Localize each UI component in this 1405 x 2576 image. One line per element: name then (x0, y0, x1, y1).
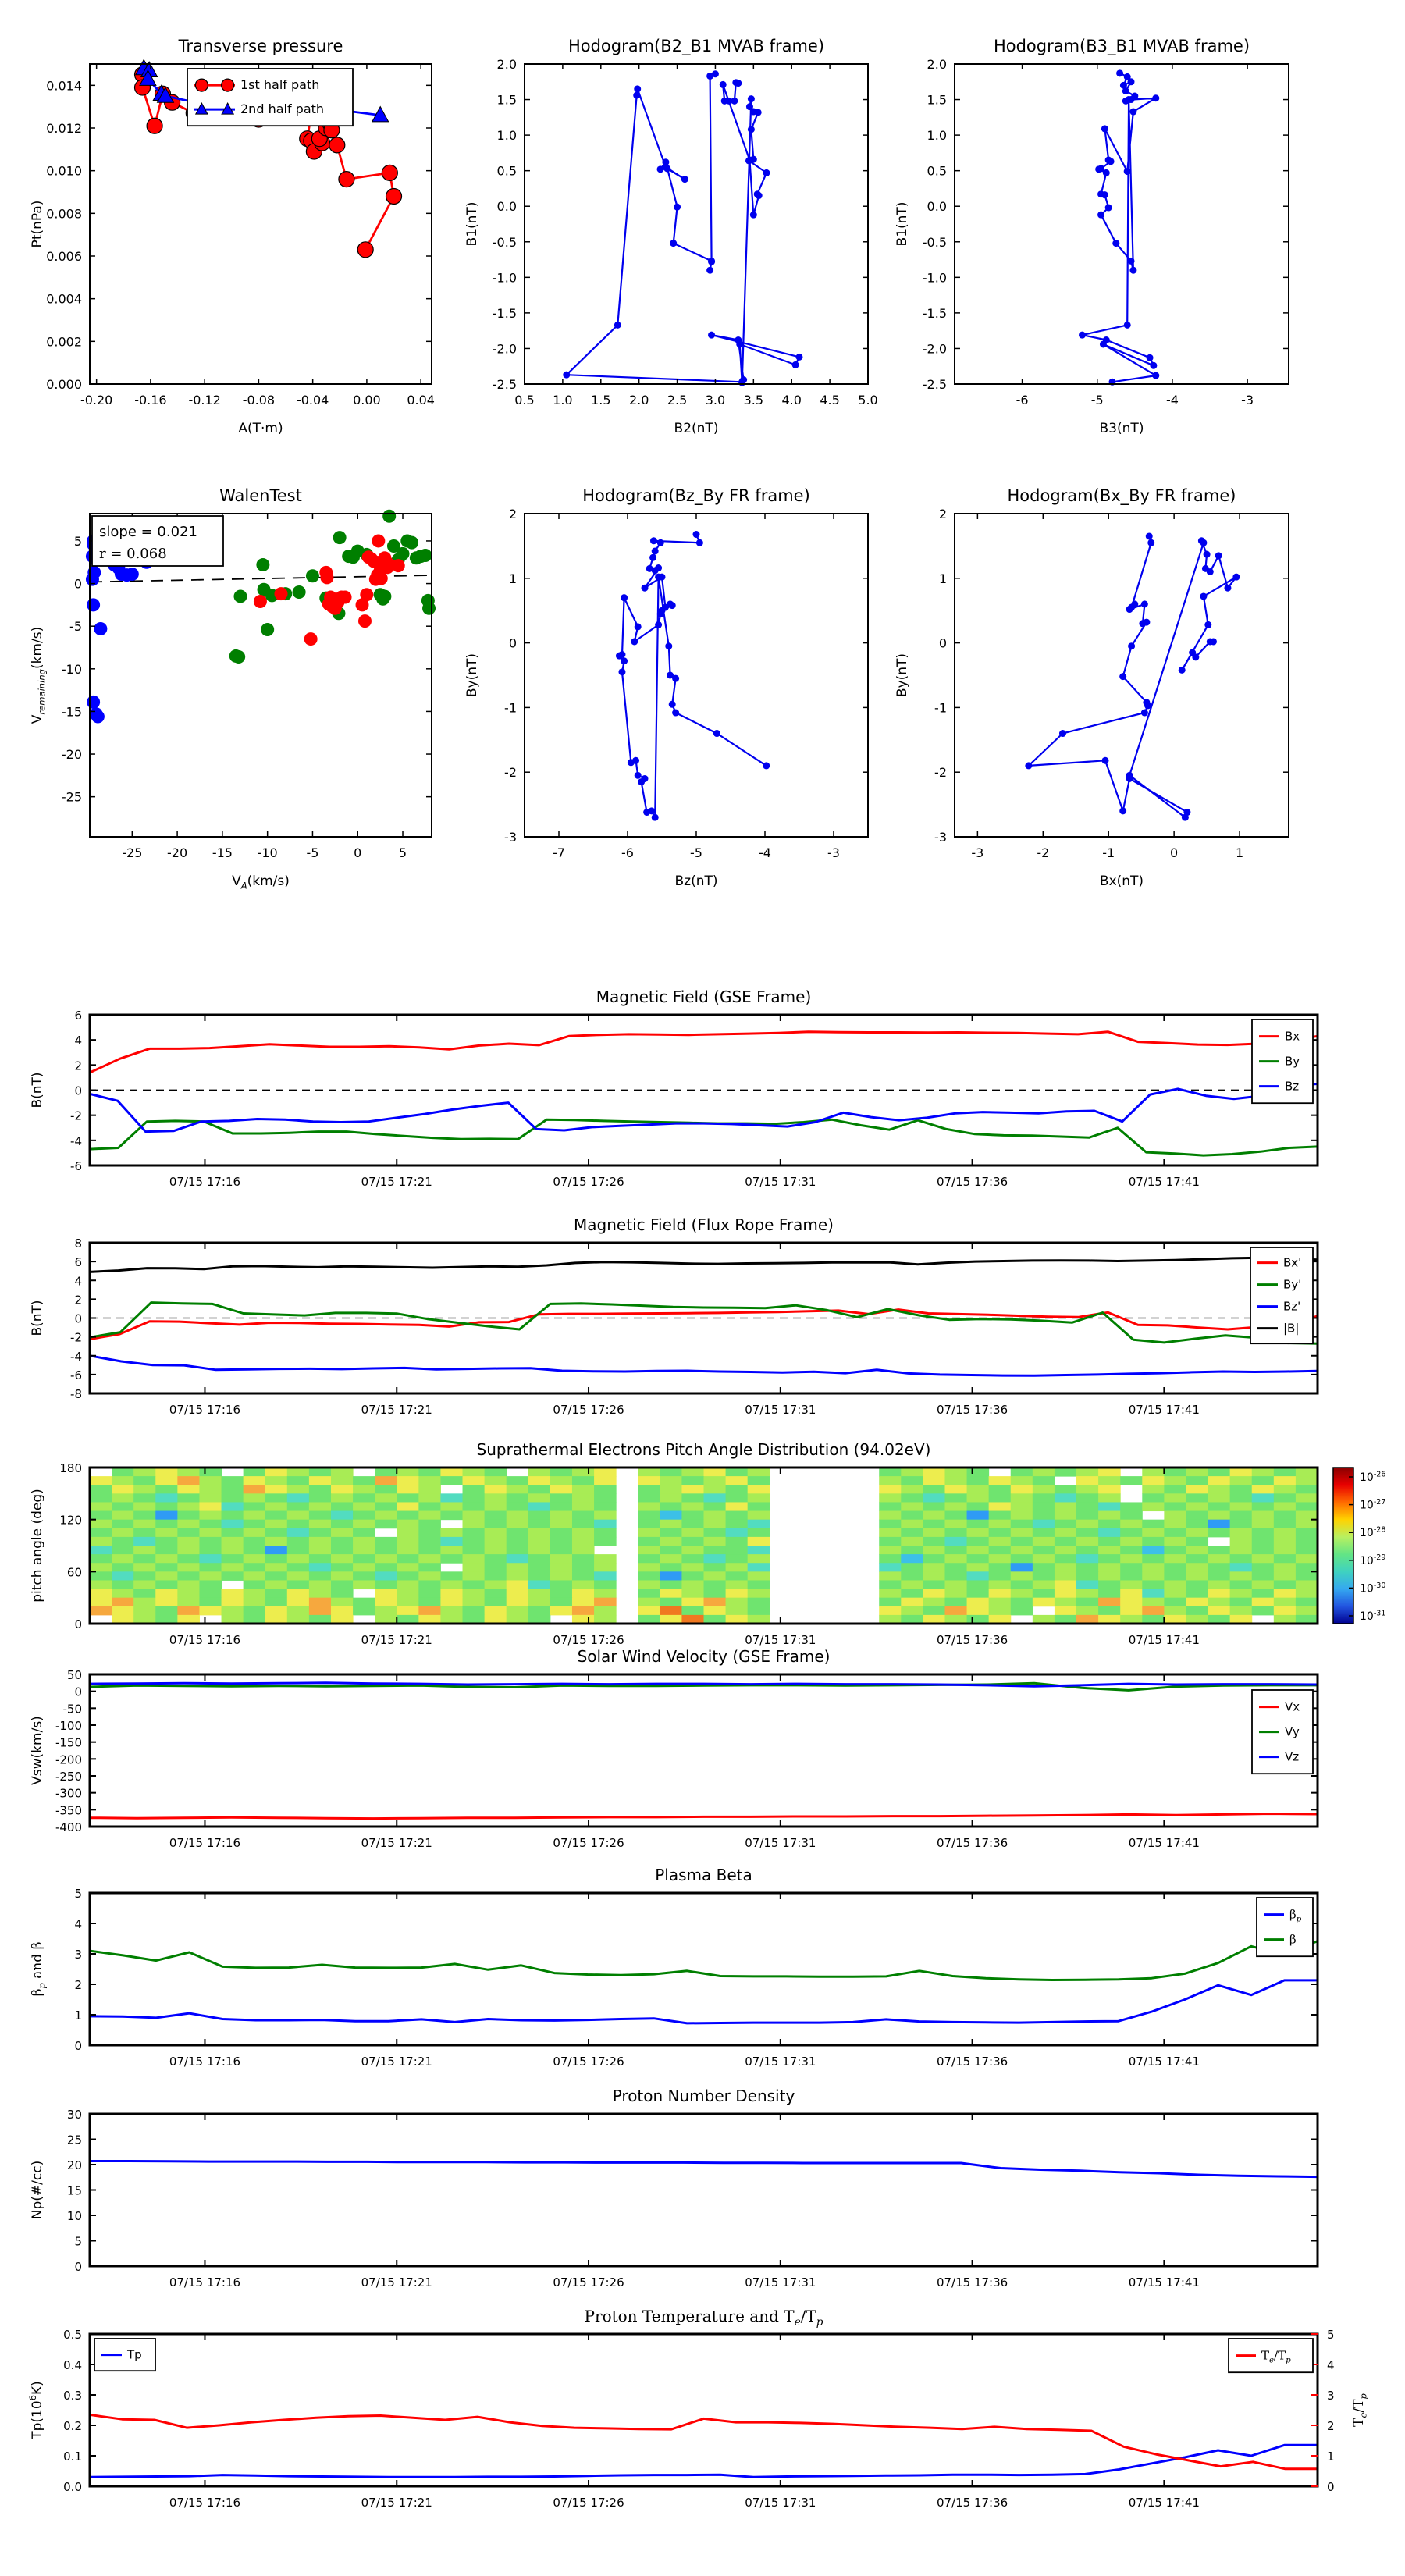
x-tick-label: -6 (621, 845, 634, 860)
y-tick-label: -150 (55, 1735, 82, 1750)
chart-beta (16, 1856, 1405, 2104)
y-tick-label: 0 (74, 1685, 82, 1699)
x-tick-label: 07/15 17:16 (169, 1403, 241, 1417)
legend (1252, 1690, 1313, 1774)
y-tick-label: 6 (74, 1009, 82, 1023)
x-tick-label: 07/15 17:36 (936, 2275, 1008, 2290)
y-axis-label: Np(#/cc) (30, 2160, 45, 2220)
y-tick-label: 0 (74, 2039, 82, 2053)
legend-label: Tp (127, 2347, 142, 2362)
x-axis-label: B2(nT) (674, 421, 719, 436)
y-tick-label: -5 (69, 619, 82, 635)
x-tick-label: -1 (1102, 845, 1115, 860)
y-tick-label: 60 (66, 1565, 82, 1580)
y-tick-label: -0.5 (922, 234, 947, 250)
legend (1229, 2339, 1313, 2372)
y-tick-label: 2.0 (496, 57, 517, 72)
y-tick-label: 1 (938, 571, 947, 586)
y-tick-label: 0 (74, 1083, 82, 1098)
x-tick-label: 1.0 (553, 393, 573, 407)
x-tick-label: -25 (122, 845, 143, 860)
y-tick-label: 15 (66, 2183, 82, 2198)
y-tick-label: -1.0 (492, 270, 517, 286)
x-tick-label: 07/15 17:21 (361, 2055, 432, 2069)
x-tick-label: 07/15 17:31 (745, 2496, 816, 2510)
x-tick-label: 2.5 (667, 393, 688, 407)
colorbar-tick-label: $10^{-28}$ (1360, 1525, 1386, 1540)
x-tick-label: 07/15 17:36 (936, 1633, 1008, 1647)
y-tick-label: -250 (55, 1770, 82, 1784)
y-tick-label: 0 (938, 635, 947, 651)
chart-title: Hodogram(B2_B1 MVAB frame) (567, 37, 825, 55)
plot-frame (90, 1674, 1318, 1827)
x-tick-label: -3 (971, 845, 984, 860)
x-tick-label: -4 (759, 845, 771, 860)
x-tick-label: -3 (827, 845, 840, 860)
x-tick-label: 07/15 17:36 (936, 1403, 1008, 1417)
right-y-tick-label: 4 (1327, 2358, 1335, 2372)
y-tick-label: 1.5 (496, 92, 517, 108)
y-tick-label: 0.000 (46, 377, 82, 392)
y-tick-label: 2 (938, 507, 947, 521)
y-tick-label: 6 (74, 1255, 82, 1270)
x-tick-label: 07/15 17:16 (169, 2055, 241, 2069)
colorbar-tick-label: $10^{-26}$ (1360, 1470, 1386, 1484)
y-tick-label: 2 (508, 507, 517, 521)
x-tick-label: -10 (257, 845, 278, 860)
y-tick-label: 2 (74, 1978, 82, 1992)
y-tick-label: 0 (74, 2260, 82, 2274)
chart-title: Hodogram(Bz_By FR frame) (582, 486, 810, 505)
y-tick-label: -15 (61, 704, 82, 720)
y-tick-label: 5 (73, 533, 82, 549)
y-tick-label: 0 (73, 576, 82, 592)
y-tick-label: 0.3 (63, 2389, 82, 2403)
chart-title: Hodogram(Bx_By FR frame) (1007, 486, 1236, 505)
legend-label: By (1285, 1054, 1300, 1069)
legend-label: By' (1283, 1277, 1302, 1292)
y-tick-label: 0.2 (63, 2419, 82, 2433)
y-tick-label: 120 (59, 1513, 82, 1528)
colorbar-tick-label: $10^{-27}$ (1360, 1498, 1386, 1512)
x-tick-label: -5 (306, 845, 319, 860)
colorbar-tick-label: $10^{-30}$ (1360, 1581, 1386, 1596)
series-Te/Tp (90, 2414, 1318, 2468)
series-Bz' (90, 1356, 1318, 1376)
heatmap-cells (90, 1468, 1318, 1624)
series-B3_B1 (1079, 69, 1159, 385)
x-tick-label: 07/15 17:26 (553, 1633, 624, 1647)
y-tick-label: 5 (74, 1887, 82, 1901)
x-tick-label: 07/15 17:41 (1128, 1175, 1200, 1189)
y-tick-label: 10 (66, 2209, 82, 2223)
plot-frame (90, 2114, 1318, 2266)
y-tick-label: -1 (934, 700, 947, 716)
x-tick-label: -5 (1090, 393, 1104, 407)
y-tick-label: 0.4 (63, 2358, 82, 2372)
y-tick-label: 4 (74, 1917, 82, 1931)
panel-solar-wind-velocity (16, 1637, 1405, 1888)
annotation-box (92, 516, 223, 566)
x-axis-label: Bz(nT) (674, 873, 718, 889)
x-tick-label: 07/15 17:36 (936, 2055, 1008, 2069)
y-tick-label: 4 (74, 1274, 82, 1289)
y-axis-label: $\beta_p$ and β (30, 1941, 48, 1997)
series-Bz_By (616, 531, 770, 821)
right-y-tick-label: 1 (1327, 2450, 1335, 2464)
y-tick-label: 2.0 (927, 57, 947, 72)
y-tick-label: 1.0 (496, 128, 517, 144)
y-tick-label: -6 (70, 1368, 82, 1382)
x-tick-label: 07/15 17:31 (745, 2275, 816, 2290)
x-tick-label: 07/15 17:26 (553, 1175, 624, 1189)
y-axis-label: B(nT) (30, 1300, 45, 1336)
series-walen-green (229, 510, 436, 664)
x-tick-label: -0.08 (242, 393, 276, 407)
x-tick-label: 07/15 17:41 (1128, 1633, 1200, 1647)
x-tick-label: 07/15 17:26 (553, 2496, 624, 2510)
x-tick-label: 07/15 17:16 (169, 1633, 241, 1647)
x-tick-label: 0.5 (514, 393, 535, 407)
y-tick-label: 0.0 (496, 199, 517, 215)
x-tick-label: 07/15 17:26 (553, 1836, 624, 1850)
y-tick-label: -6 (70, 1159, 82, 1173)
x-tick-label: 2.0 (628, 393, 649, 407)
y-axis-label: By(nT) (464, 653, 480, 698)
right-y-tick-label: 3 (1327, 2389, 1335, 2403)
x-tick-label: 07/15 17:41 (1128, 1403, 1200, 1417)
y-tick-label: -2 (504, 765, 517, 781)
legend (1252, 1019, 1313, 1103)
y-tick-label: 1 (74, 2008, 82, 2023)
y-axis-label: B(nT) (30, 1072, 45, 1108)
y-tick-label: -1 (504, 700, 517, 716)
y-tick-label: 0.5 (927, 163, 947, 179)
x-tick-label: 07/15 17:26 (553, 2275, 624, 2290)
y-tick-label: -1.5 (492, 305, 517, 321)
series-beta_p (90, 1980, 1318, 2023)
x-tick-label: -0.16 (134, 393, 167, 407)
legend (94, 2339, 155, 2371)
y-tick-label: 0.014 (46, 78, 82, 94)
y-tick-label: -400 (55, 1820, 82, 1834)
x-tick-label: -0.12 (188, 393, 221, 407)
x-tick-label: 07/15 17:16 (169, 1175, 241, 1189)
panel-hodogram-b3-b1 (880, 27, 1394, 446)
x-tick-label: 07/15 17:41 (1128, 2496, 1200, 2510)
x-tick-label: 0.04 (407, 393, 435, 407)
chart-vel (16, 1637, 1405, 1885)
chart-title: WalenTest (219, 486, 302, 505)
chart-title: Transverse pressure (178, 37, 343, 55)
y-tick-label: -0.5 (492, 234, 517, 250)
chart-title: Proton Number Density (612, 2087, 795, 2105)
plot-frame (955, 64, 1289, 384)
x-tick-label: -5 (690, 845, 702, 860)
y-axis-label: Vsw(km/s) (30, 1716, 45, 1785)
x-tick-label: 0 (354, 845, 362, 860)
x-tick-label: 07/15 17:31 (745, 2055, 816, 2069)
y-tick-label: -100 (55, 1719, 82, 1733)
colorbar (1333, 1468, 1353, 1624)
chart-b3 (880, 27, 1394, 443)
x-axis-label: A(T·m) (238, 421, 283, 436)
y-tick-label: -2.0 (492, 341, 517, 357)
x-tick-label: 07/15 17:41 (1128, 2275, 1200, 2290)
x-tick-label: -0.20 (80, 393, 113, 407)
legend-label: |B| (1283, 1321, 1300, 1336)
x-tick-label: 07/15 17:26 (553, 2055, 624, 2069)
y-tick-label: -4 (70, 1133, 82, 1148)
y-tick-label: -3 (934, 830, 947, 845)
x-tick-label: -20 (167, 845, 188, 860)
y-tick-label: 50 (66, 1668, 82, 1682)
x-tick-label: -6 (1016, 393, 1029, 407)
y-axis-label: B1(nT) (464, 201, 480, 247)
x-tick-label: -2 (1037, 845, 1050, 860)
chart-title: Proton Temperature and $T_e/T_p$ (584, 2307, 823, 2329)
x-tick-label: 07/15 17:41 (1128, 2055, 1200, 2069)
x-tick-label: 07/15 17:21 (361, 1175, 432, 1189)
y-tick-label: 0.5 (496, 163, 517, 179)
x-axis-label: Bx(nT) (1099, 873, 1144, 889)
series-Bx (90, 1029, 1318, 1073)
legend-label: Bz' (1283, 1299, 1301, 1314)
x-tick-label: -0.04 (296, 393, 329, 407)
panel-plasma-beta (16, 1856, 1405, 2107)
x-tick-label: 07/15 17:21 (361, 1633, 432, 1647)
plot-frame (90, 2334, 1318, 2486)
legend-label: Bz (1285, 1079, 1300, 1094)
x-tick-label: 07/15 17:21 (361, 2275, 432, 2290)
legend-label: β (1289, 1932, 1297, 1947)
panel-hodogram-bx-by (880, 476, 1394, 898)
y-tick-label: 0.1 (63, 2450, 82, 2464)
legend-label: Vz (1285, 1749, 1300, 1764)
legend-label: $T_e/T_p$ (1261, 2348, 1291, 2365)
y-tick-label: -1.0 (922, 270, 947, 286)
x-tick-label: 0 (1170, 845, 1179, 860)
y-tick-label: -10 (61, 661, 82, 677)
legend-label: 1st half path (240, 77, 320, 93)
y-tick-label: 0.006 (46, 249, 82, 264)
x-axis-label: $V_A(km/s)$ (232, 873, 290, 891)
y-tick-label: 3 (74, 1948, 82, 1962)
y-tick-label: -350 (55, 1803, 82, 1818)
y-tick-label: 0.004 (46, 291, 82, 307)
y-tick-label: -200 (55, 1752, 82, 1767)
y-tick-label: -2 (70, 1330, 82, 1345)
y-tick-label: 0.008 (46, 206, 82, 222)
series-Bx_By (1025, 532, 1240, 820)
legend-label: Bx' (1283, 1255, 1302, 1270)
annotation-line: r = 0.068 (99, 546, 167, 562)
y-tick-label: 1.0 (927, 128, 947, 144)
plot-frame (525, 514, 868, 837)
y-tick-label: -1.5 (922, 305, 947, 321)
legend-label: $\beta_p$ (1289, 1907, 1302, 1924)
x-tick-label: 07/15 17:36 (936, 1836, 1008, 1850)
y-tick-label: -2.0 (922, 341, 947, 357)
y-tick-label: -2.5 (492, 377, 517, 392)
x-tick-label: 07/15 17:36 (936, 2496, 1008, 2510)
x-tick-label: 07/15 17:26 (553, 1403, 624, 1417)
x-tick-label: 07/15 17:16 (169, 2275, 241, 2290)
y-tick-label: 0.5 (63, 2328, 82, 2342)
y-axis-label: B1(nT) (895, 201, 910, 247)
x-tick-label: 07/15 17:31 (745, 1836, 816, 1850)
y-tick-label: -2 (934, 765, 947, 781)
y-tick-label: 4 (74, 1034, 82, 1048)
legend (187, 69, 353, 126)
y-tick-label: 30 (66, 2108, 82, 2122)
y-tick-label: 0 (508, 635, 517, 651)
y-tick-label: -8 (70, 1387, 82, 1401)
y-tick-label: -3 (504, 830, 517, 845)
x-tick-label: 07/15 17:21 (361, 1403, 432, 1417)
y-axis-label: Pt(nPa) (30, 200, 45, 248)
x-tick-label: 07/15 17:21 (361, 2496, 432, 2510)
y-tick-label: 0.0 (927, 199, 947, 215)
series-By (90, 1119, 1318, 1155)
colorbar-tick-label: $10^{-29}$ (1360, 1553, 1386, 1567)
x-tick-label: 5 (398, 845, 407, 860)
chart-title: Hodogram(B3_B1 MVAB frame) (993, 37, 1250, 55)
legend-label: Vy (1285, 1724, 1300, 1739)
x-tick-label: 07/15 17:16 (169, 2496, 241, 2510)
legend (1257, 1898, 1313, 1956)
x-tick-label: -7 (553, 845, 565, 860)
x-tick-label: 07/15 17:41 (1128, 1836, 1200, 1850)
x-tick-label: 3.5 (743, 393, 764, 407)
right-y-tick-label: 5 (1327, 2328, 1335, 2342)
right-y-axis-label: $T_e/T_p$ (1351, 2393, 1369, 2427)
y-tick-label: -300 (55, 1786, 82, 1801)
y-axis-label: pitch angle (deg) (30, 1489, 45, 1603)
chart-title: Suprathermal Electrons Pitch Angle Distribution (94.02eV) (476, 1440, 931, 1459)
series-beta (90, 1941, 1318, 1980)
y-tick-label: 0.0 (63, 2480, 82, 2494)
x-tick-label: 1.5 (591, 393, 611, 407)
legend-label: Bx (1285, 1029, 1300, 1044)
x-tick-label: 5.0 (858, 393, 878, 407)
y-tick-label: -2 (70, 1108, 82, 1123)
y-tick-label: -4 (70, 1349, 82, 1364)
chart-title: Plasma Beta (655, 1866, 752, 1884)
y-tick-label: 25 (66, 2133, 82, 2147)
y-tick-label: 5 (74, 2234, 82, 2249)
y-tick-label: 0.012 (46, 121, 82, 136)
y-tick-label: 2 (74, 1293, 82, 1308)
chart-title: Magnetic Field (GSE Frame) (596, 987, 812, 1006)
y-tick-label: 8 (74, 1236, 82, 1251)
x-tick-label: 07/15 17:31 (745, 1633, 816, 1647)
plot-frame (525, 64, 868, 384)
series-B2_B1 (563, 70, 802, 386)
chart-np (16, 2076, 1405, 2325)
x-tick-label: 07/15 17:21 (361, 1836, 432, 1850)
y-tick-label: 0.002 (46, 334, 82, 350)
legend-label: Vx (1285, 1699, 1300, 1714)
x-tick-label: 07/15 17:36 (936, 1175, 1008, 1189)
y-tick-label: -2.5 (922, 377, 947, 392)
y-tick-label: 20 (66, 2158, 82, 2172)
y-tick-label: -20 (61, 747, 82, 763)
panel-proton-number-density (16, 2076, 1405, 2328)
y-tick-label: 0 (74, 1617, 82, 1631)
x-tick-label: 4.5 (820, 393, 840, 407)
x-tick-label: 1 (1235, 845, 1244, 860)
y-tick-label: 0.010 (46, 163, 82, 179)
x-tick-label: 07/15 17:31 (745, 1175, 816, 1189)
y-axis-label: $V_{remaining}(km/s)$ (30, 626, 48, 724)
x-tick-label: 4.0 (781, 393, 802, 407)
x-tick-label: 07/15 17:31 (745, 1403, 816, 1417)
x-tick-label: 0.00 (353, 393, 381, 407)
chart-gse (16, 977, 1405, 1224)
y-axis-label: By(nT) (895, 653, 910, 698)
series-|B| (90, 1255, 1318, 1272)
panel-proton-temperature (16, 2297, 1405, 2548)
x-tick-label: -4 (1165, 393, 1179, 407)
x-tick-label: -15 (212, 845, 233, 860)
colorbar-tick-label: $10^{-31}$ (1360, 1609, 1386, 1623)
chart-fr (16, 1205, 1405, 1452)
legend-label: 2nd half path (240, 101, 325, 117)
right-y-tick-label: 0 (1327, 2480, 1335, 2494)
y-tick-label: 1 (508, 571, 517, 586)
y-axis-label: $Tp(10^6K)$ (27, 2381, 45, 2439)
panel-magnetic-field-flux-rope (16, 1205, 1405, 1455)
annotation-line: slope = 0.021 (99, 524, 197, 540)
chart-temp (16, 2297, 1405, 2545)
x-tick-label: -3 (1241, 393, 1254, 407)
series-Vx (90, 1814, 1318, 1819)
x-axis-label: B3(nT) (1099, 421, 1144, 436)
x-tick-label: 07/15 17:16 (169, 1836, 241, 1850)
chart-bx (880, 476, 1394, 895)
y-tick-label: 0 (74, 1311, 82, 1326)
right-y-tick-label: 2 (1327, 2419, 1335, 2433)
y-tick-label: 180 (59, 1461, 82, 1475)
y-tick-label: 2 (74, 1059, 82, 1073)
panel-magnetic-field-gse (16, 977, 1405, 1227)
legend (1250, 1247, 1313, 1343)
series-Bz (90, 1084, 1318, 1132)
y-tick-label: -50 (62, 1702, 82, 1717)
chart-title: Magnetic Field (Flux Rope Frame) (574, 1215, 834, 1234)
x-tick-label: 3.0 (705, 393, 726, 407)
y-tick-label: -25 (61, 789, 82, 805)
series-Np (90, 2161, 1318, 2177)
chart-title: Solar Wind Velocity (GSE Frame) (577, 1647, 831, 1666)
y-tick-label: 1.5 (927, 92, 947, 108)
